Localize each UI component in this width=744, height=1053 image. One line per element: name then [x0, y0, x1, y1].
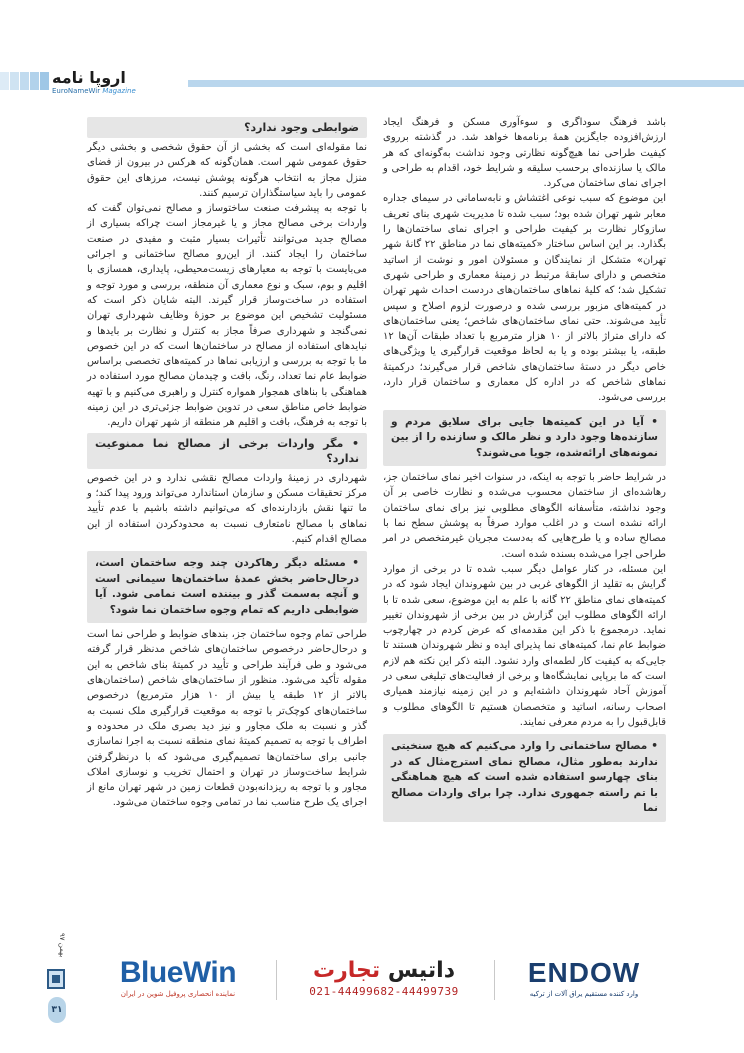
- page-sidebar: [45, 925, 69, 1025]
- question-box: • آیا در این کمیته‌ها جایی برای سلایق مردم و سازنده‌ها وجود دارد و نظر مالک و سازنده را از بین نمونه‌های ارائه‌شده، جویا می‌شوند؟: [383, 410, 666, 467]
- paragraph: نما مقوله‌ای است که بخشی از آن حقوق شخصی و بخشی دیگر حقوق عمومی شهر است. همان‌گونه که هرکس در بیرون از فضای منزل مجاز به انتخاب هرگونه پوشش نیست، مرزهای این حقوق عمومی را باید سیاستگذاران ترسیم کنند.: [87, 142, 367, 199]
- ad-divider: [276, 960, 277, 1000]
- bluewin-logo: BlueWin: [119, 956, 237, 989]
- ad-divider: [494, 960, 495, 1000]
- left-column: [87, 115, 367, 811]
- endow-logo: ENDOW: [527, 957, 641, 988]
- question-box: • مسئله دیگر رهاکردن چند وجه ساختمان است، درحال‌حاضر بخش عمدهٔ ساختمان‌ها سیمانی است و آنچه به‌سمت گذر و بیننده است نمامی شود. آیا ضوابطی داریم که تمام وجوه ساختمان نما شود؟: [87, 551, 367, 623]
- datis-logo: داتیس تجارت: [313, 958, 455, 983]
- paragraph: در شرایط حاضر با توجه به اینکه، در سنوات اخیر نمای ساختمان جز، رهاشده‌ای از ساختمان محسوب می‌شده و نظارت خاصی بر آن وجود نداشته، متأسفانه الگوهای مطلوبی نیز برای نمای ساختمان ارائه نشده است و در اغلب موارد صرفاً به پوشش سطح نما با مصالح ساده و یا طرح‌هایی که به‌دست مجریان غیرمتخصص در امر طراحی اجرا می‌شده بسنده شده است.: [383, 472, 666, 560]
- right-column: [383, 115, 666, 826]
- magazine-logo: [52, 70, 182, 98]
- bluewin-tagline: نماینده انحصاری پروفیل شوین در ایران: [120, 990, 236, 998]
- magazine-icon: [47, 969, 65, 989]
- question-box: • مصالح ساختمانی را وارد می‌کنیم که هیچ سنخیتی ندارند به‌طور مثال، مصالح نمای استرج‌مثال که در بنای چهارسو استفاده شده است که هیچ هماهنگی با تم راسته جمهوری ندارد. چرا برای واردات مصالح نما: [383, 734, 666, 822]
- section-heading: ضوابطی وجود ندارد؟: [87, 117, 367, 138]
- bluewin-ad[interactable]: [85, 957, 271, 1005]
- logo-text: اروپا نامه: [52, 68, 126, 87]
- paragraph: طراحی تمام وجوه ساختمان جز، بندهای ضوابط و طراحی نما است و درحال‌حاضر درخصوص ساختمان‌های شاخص مدنظر قرار گرفته می‌شود و طی فرآیند طراحی و تأیید در کمیتهٔ بنای شاخص به این مقوله تأکید می‌شود. منظور از ساختمان‌های شاخص (ساختمان‌های بالاتر از ۱۲ طبقه یا بیش از ۱۰ هزار مترمربع) درخصوص ساختمان‌های کوچک‌تر با توجه به موقعیت قرارگیری ملک نسبت به گذر و نسبت به ملک مجاور و نیز دید بصری ملک در محدوده و اطراف با توجه به تصمیم کمیتهٔ نمای منطقه نسبت به اجرا نماسازی جانبی برای ساختمان‌ها تصمیم‌گیری می‌شود که با درنظرگرفتن شرایط ساخت‌وساز در تهران و احتمال تخریب و نوسازی املاک مجاور و با توجه به ریزدانه‌بودن قطعات زمین در شهر تهران مانع از اجرای یک طرح مناسب نما در تمامی وجوه ساختمان می‌شود.: [87, 629, 367, 809]
- datis-ad[interactable]: [280, 957, 488, 1005]
- paragraph: با توجه به پیشرفت صنعت ساختوساز و مصالح نمی‌توان گفت که واردات برخی مصالح مجاز و یا غیرمجاز است چراکه بسیاری از مصالح جدید می‌توانند تأثیرات بسیار مثبت و مفیدی در صنعت ساختمان را ایجاد کنند. از این‌رو مصالح ساختمانی و اجرائی می‌بایست با توجه به معیارهای زیست‌محیطی، پایداری، همسازی با اقلیم و بوم، سبک و نوع معماری آن منطقه، بررسی و مورد توجه و استفاده در ساخت‌وساز قرار گیرند. البته شایان ذکر است که مسئولیت تشخیص این موضوع بر حوزهٔ وظایف شهرداری تهران نمی‌گنجد و شهرداری صرفاً مجاز به کنترل و نظارت بر بایدها و نبایدهای استفاده از مصالح در ساختمان‌ها است که در این خصوص ما با توجه به بررسی و ارزیابی نماها در کمیته‌های تخصصی براساس ضوابط عام نما تعداد، رنگ، بافت و چیدمان مصالح مورد استفاده در هماهنگی با بناهای همجوار همواره کنترل و راهبری می‌کنیم و با تهیه ضوابط خاص مناطق سعی در تدوین ضوابط جزئی‌تری در این زمینه با توجه به فرهنگ، بافت و اقلیم هر منطقه از شهر تهران داریم.: [87, 203, 367, 429]
- issue-date: بهمن ۹۷: [58, 932, 66, 958]
- page-number: ۳۱: [48, 997, 66, 1023]
- paragraph: این موضوع که سبب نوعی اغتشاش و نابه‌سامانی در سیمای جداره معابر شهر تهران شده بود؛ سبب شده تا مدیریت شهری بنای تعریف سازوکار نظارت بر کیفیت طراحی و اجرای نمای ساختمان‌ها را بگذارد. بر این اساس ساختار «کمیته‌های نما در مناطق ۲۲ گانهٔ شهر تهران» متشکل از نمایندگان و مسئولان امور و نوشت از اساتید متخصص و دارای سابقهٔ مرتبط در زمینهٔ معماری و طراحی شهری تشکیل شد؛ که کلیهٔ نماهای ساختمان‌های دردست احداث شهر تهران در کمیته‌های مزبور بررسی شده و درصورت لزوم اصلاح و سپس تأیید می‌شوند. حتی نمای ساختمان‌های شاخص؛ یعنی ساختمان‌های که دارای متراژ بالاتر از ۱۰ هزار مترمربع با تعداد طبقات آن‌ها ۱۲ طبقه، یا بیشتر بوده و یا به لحاظ موقعیت قرارگیری یا ویژگی‌های خاص دیگر در دستهٔ ساختمان‌های شاخص قرار می‌گیرند؛ درکمیتهٔ نماهای شاخص که در اداره کل معماری و ساختمان قرار دارد، بررسی می‌شود.: [383, 193, 666, 404]
- header-bar: [188, 80, 744, 87]
- datis-phone: 021-44499682-44499739: [309, 985, 459, 998]
- paragraph: باشد فرهنگ سوداگری و سوءآوری مسکن و فرهنگ ایجاد ارزش‌افزوده جایگزین همهٔ برنامه‌ها خواهد شد. در گذشته برروی کیفیت طراحی نما هیچ‌گونه نظارتی وجود نداشت به‌گونه‌ای که هر مالک یا سازنده‌ای برحسب سلیقه و شرایط خود، اقدام به طراحی و اجرای نمای ساختمان می‌کرد.: [383, 117, 666, 190]
- header-decoration: [0, 72, 50, 90]
- logo-subtitle: EuroNameWir Magazine: [52, 87, 136, 95]
- paragraph: شهرداری در زمینهٔ واردات مصالح نقشی ندارد و در این خصوص مرکز تحقیقات مسکن و سازمان استاندارد می‌تواند ورود پیدا کند؛ و ما تنها نقش بازدارنده‌ای که می‌توانیم داشته باشیم با عدم تأیید نماهای با مصالح نامتعارف نسبت به محدودکردن استفاده از این مصالح اقدام کنیم.: [87, 472, 367, 545]
- section-heading: • مگر واردات برخی از مصالح نما ممنوعیت ندارد؟: [87, 433, 367, 469]
- endow-tagline: وارد کننده مستقیم یراق آلات از ترکیه: [529, 990, 639, 998]
- paragraph: این مسئله، در کنار عوامل دیگر سبب شده تا در برخی از موارد گرایش به تقلید از الگوهای غربی در بین شهروندان ایجاد شود که در کمیته‌های نمای مناطق ۲۲ گانه با علم به این موضوع، سعی شده تا با ارائه الگوهای مطلوب این گزارش در بین برخی از شهروندان تغییر نماید. درمجموع با ذکر این مقدمه‌ای که عرض کردم در چهارچوب ضوابط عام نما، کمیته‌های نما پذیرای ایده و نظر شهروندان هستند تا جایی‌که به کیفیت کار لطمه‌ای وارد نشود. البته ذکر این نکته هم لازم است که ما برپایی نمایشگاه‌ها و برخی از فعالیت‌های تبلیغی سعی در آموزش آحاد شهروندان داشته‌ایم و در این زمینه نیازمند همیاری اصحاب رسانه، اساتید و متخصصان هستیم تا الگوهای مطلوب و قابل‌قبول را به مردم معرفی نمایند.: [383, 563, 666, 728]
- endow-ad[interactable]: [500, 957, 668, 1005]
